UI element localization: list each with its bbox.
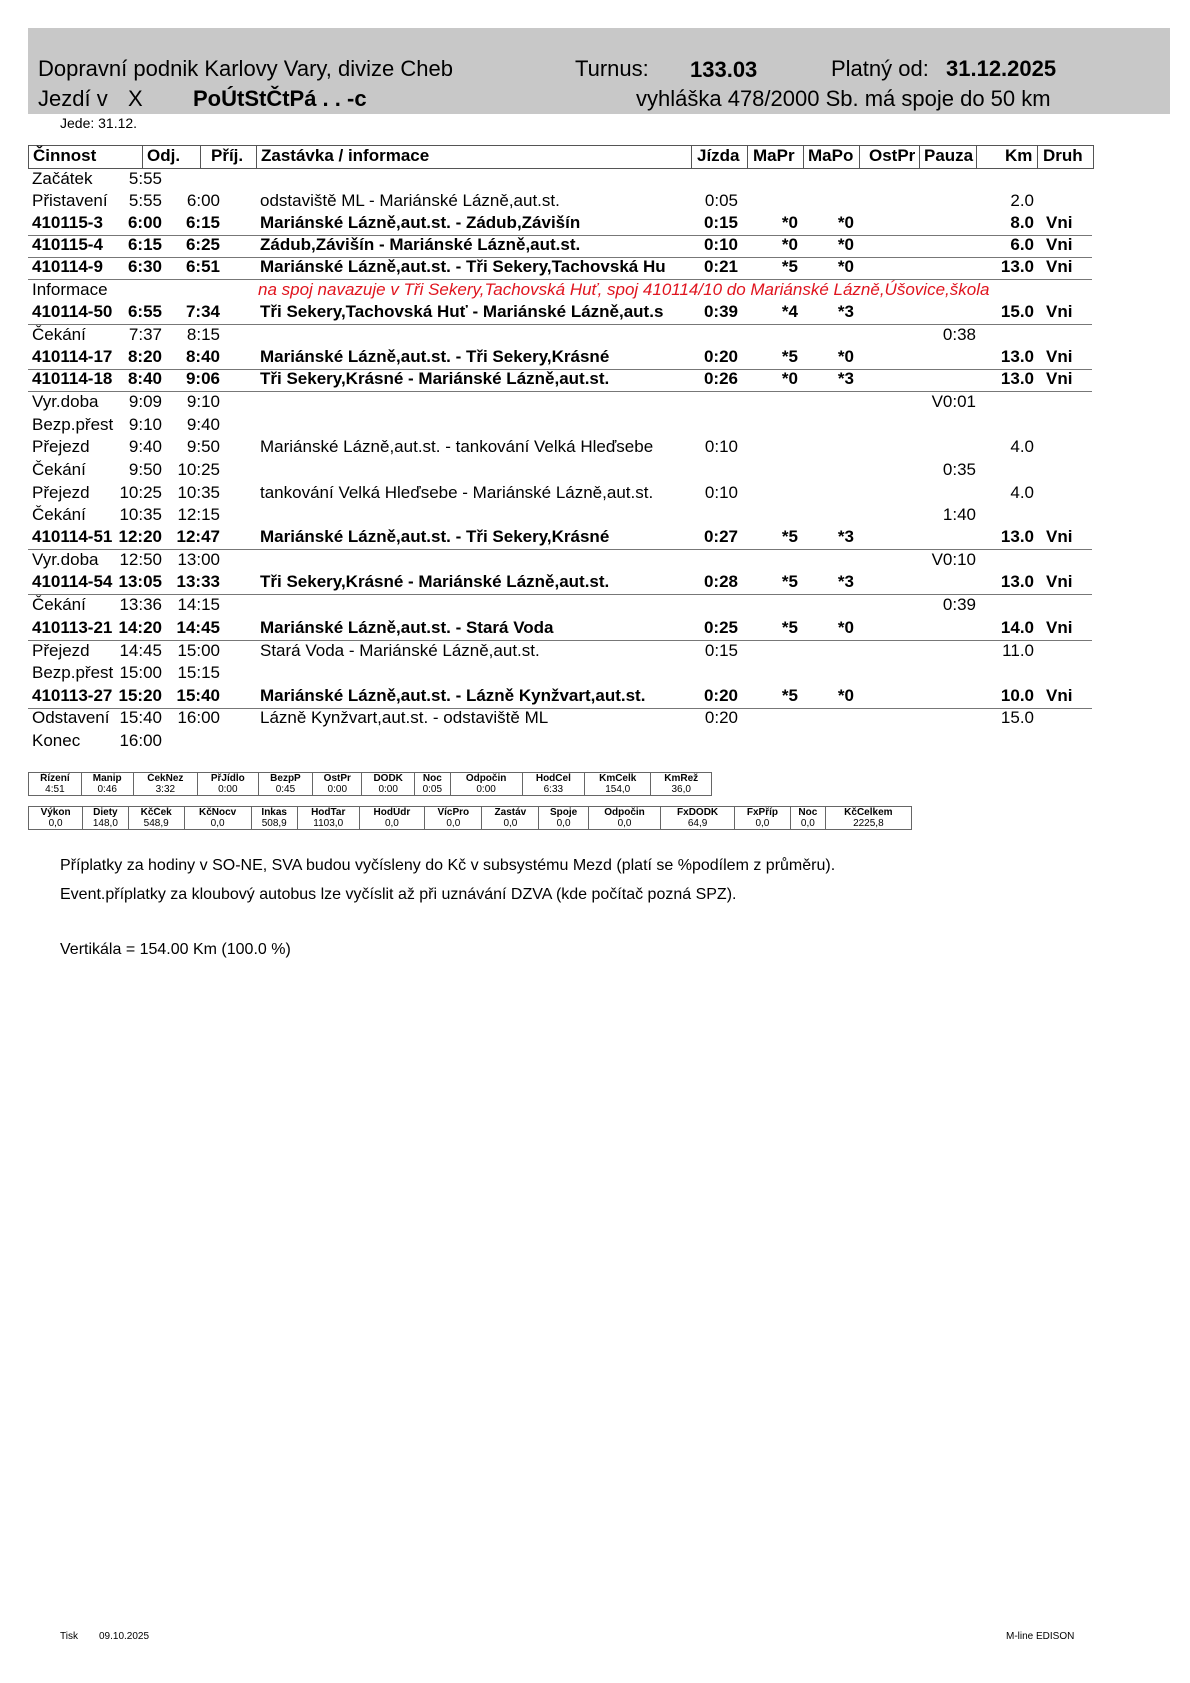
table-row [28, 235, 1092, 258]
cell-mapo: *0 [837, 686, 854, 705]
cell-druh: Vni [1046, 257, 1073, 276]
table-row [28, 392, 1092, 414]
cell-odj: 14:20 [118, 618, 162, 637]
cell-odj: 9:09 [128, 392, 162, 411]
cell-cinnost: 410114-17 [32, 347, 113, 366]
summary-label: KčNocv [184, 807, 251, 819]
cell-jizda: 0:15 [704, 641, 738, 660]
cell-km: 10.0 [1000, 686, 1034, 705]
header-divider [200, 146, 201, 168]
summary-label: VícPro [425, 807, 482, 819]
cell-zastavka: Mariánské Lázně,aut.st. - Tři Sekery,Krásné [260, 527, 610, 546]
cell-odj: 15:20 [118, 686, 162, 705]
table-row [28, 191, 1092, 213]
cell-jizda: 0:10 [704, 437, 738, 456]
cell-cinnost: Odstavení [32, 708, 110, 727]
cell-km: 13.0 [1000, 572, 1034, 591]
cell-pauza: V0:10 [931, 550, 976, 569]
cell-mapr: *5 [781, 686, 798, 705]
cell-odj: 9:40 [128, 437, 162, 456]
col-cinnost: Činnost [33, 146, 97, 165]
cell-cinnost: Konec [32, 731, 81, 750]
print-date: 09.10.2025 [99, 1631, 150, 1642]
summary-label: Odpočin [588, 807, 661, 819]
cell-cinnost: Přejezd [32, 641, 90, 660]
summary-label: BezpP [258, 773, 313, 785]
software-brand: M-line EDISON [1006, 1631, 1075, 1642]
cell-jizda: 0:05 [704, 191, 738, 210]
cell-km: 13.0 [1000, 527, 1034, 546]
table-row [28, 437, 1092, 459]
summary-label: HodTar [297, 807, 359, 819]
summary-label: Zastáv [482, 807, 539, 819]
cell-prij: 8:40 [185, 347, 220, 366]
summary-value: 548,9 [128, 818, 184, 830]
cell-odj: 6:00 [127, 213, 162, 232]
cell-km: 15.0 [1000, 708, 1034, 727]
cell-odj: 6:15 [127, 235, 162, 254]
cell-prij: 16:00 [177, 708, 220, 727]
summary-table-1 [28, 772, 712, 796]
summary-label: Řízení [29, 773, 82, 785]
cell-prij: 9:06 [185, 369, 220, 388]
cell-zastavka: Mariánské Lázně,aut.st. - Tři Sekery,Krásné [260, 347, 610, 366]
vertikala-summary: Vertikála = 154.00 Km (100.0 %) [60, 941, 291, 958]
header-divider [859, 146, 860, 168]
cell-km: 13.0 [1000, 257, 1034, 276]
col-pauza: Pauza [924, 146, 974, 165]
cell-zastavka: Lázně Kynžvart,aut.st. - odstaviště ML [260, 708, 549, 727]
table-row [28, 280, 1092, 302]
cell-prij: 13:00 [177, 550, 220, 569]
cell-km: 13.0 [1000, 369, 1034, 388]
cell-cinnost: Čekání [32, 460, 86, 479]
cell-cinnost: Informace [32, 280, 108, 299]
col-mapo: MaPo [808, 146, 854, 165]
cell-zastavka: Tři Sekery,Tachovská Huť - Mariánské Lázně,aut.s [260, 302, 664, 321]
cell-prij: 12:15 [177, 505, 220, 524]
summary-value: 0:05 [415, 784, 450, 796]
summary-value: 0:00 [362, 784, 415, 796]
cell-odj: 8:20 [127, 347, 162, 366]
table-row [28, 213, 1092, 236]
cell-odj: 6:30 [127, 257, 162, 276]
table-row [28, 302, 1092, 325]
cell-mapr: *5 [781, 347, 798, 366]
cell-pauza: 0:39 [942, 595, 976, 614]
header-divider [691, 146, 692, 168]
table-row [28, 460, 1092, 482]
cell-zastavka: Tři Sekery,Krásné - Mariánské Lázně,aut.st. [260, 369, 610, 388]
cell-km: 8.0 [1010, 213, 1034, 232]
summary-value: 0:00 [198, 784, 259, 796]
cell-odj: 12:20 [118, 527, 162, 546]
header-divider [803, 146, 804, 168]
cell-cinnost: 410114-18 [32, 369, 113, 388]
table-row [28, 505, 1092, 527]
summary-value: 0,0 [734, 818, 790, 830]
summary-label: PřJídlo [198, 773, 259, 785]
cell-km: 4.0 [1010, 483, 1034, 502]
cell-km: 2.0 [1010, 191, 1034, 210]
summary-value: 0:46 [81, 784, 133, 796]
jezdi-x: X [128, 86, 143, 111]
cell-zastavka: odstaviště ML - Mariánské Lázně,aut.st. [260, 191, 560, 210]
jede-date: Jede: 31.12. [60, 115, 138, 131]
table-row [28, 708, 1092, 730]
col-zastavka: Zastávka / informace [261, 146, 430, 165]
company-name: Dopravní podnik Karlovy Vary, divize Cheb [38, 56, 453, 81]
summary-label: FxPříp [734, 807, 790, 819]
cell-odj: 5:55 [128, 169, 162, 188]
cell-prij: 14:15 [177, 595, 220, 614]
header-divider [142, 146, 143, 168]
cell-km: 6.0 [1010, 235, 1034, 254]
cell-odj: 10:25 [119, 483, 162, 502]
note-articulated-bus: Event.příplatky za kloubový autobus lze vyčíslit až při uznávání DZVA (kde počítač pozná SPZ). [60, 886, 737, 903]
cell-cinnost: 410115-4 [32, 235, 103, 254]
cell-prij: 15:40 [176, 686, 220, 705]
cell-mapr: *0 [781, 213, 798, 232]
summary-value: 0,0 [588, 818, 661, 830]
summary-label: Výkon [29, 807, 83, 819]
cell-cinnost: Bezp.přest [32, 415, 114, 434]
cell-odj: 14:45 [119, 641, 162, 660]
cell-prij: 9:10 [186, 392, 220, 411]
cell-odj: 15:40 [119, 708, 162, 727]
platny-value: 31.12.2025 [946, 56, 1057, 81]
summary-table-2 [28, 806, 912, 830]
summary-label: KčCelkem [825, 807, 911, 819]
cell-cinnost: 410115-3 [32, 213, 103, 232]
cell-odj: 15:00 [119, 663, 162, 682]
summary-label: FxDODK [661, 807, 735, 819]
cell-odj: 9:10 [128, 415, 162, 434]
table-row [28, 731, 1092, 753]
summary-label: Inkas [251, 807, 297, 819]
summary-value: 0,0 [359, 818, 425, 830]
platny-label: Platný od: [831, 56, 929, 81]
table-header [28, 145, 1094, 169]
table-row [28, 550, 1092, 572]
cell-jizda: 0:39 [703, 302, 738, 321]
cell-druh: Vni [1046, 686, 1073, 705]
cell-druh: Vni [1046, 235, 1073, 254]
cell-odj: 5:55 [128, 191, 162, 210]
cell-info: na spoj navazuje v Tři Sekery,Tachovská Huť, spoj 410114/10 do Mariánské Lázně,Úšovice,škola [258, 280, 990, 299]
table-row [28, 369, 1092, 392]
cell-cinnost: Přejezd [32, 437, 90, 456]
cell-cinnost: Vyr.doba [32, 392, 99, 411]
col-ostpr: OstPr [869, 146, 916, 165]
cell-km: 4.0 [1010, 437, 1034, 456]
turnus-label: Turnus: [575, 56, 649, 81]
cell-prij: 12:47 [176, 527, 220, 546]
cell-pauza: 0:38 [942, 325, 976, 344]
cell-zastavka: Mariánské Lázně,aut.st. - Zádub,Závišín [260, 213, 581, 232]
cell-jizda: 0:20 [703, 347, 738, 366]
cell-jizda: 0:20 [703, 686, 738, 705]
summary-label: HodÚdr [359, 807, 425, 819]
cell-jizda: 0:27 [703, 527, 738, 546]
summary-value: 64,9 [661, 818, 735, 830]
header-divider [976, 146, 977, 168]
cell-odj: 8:40 [127, 369, 162, 388]
col-odj: Odj. [147, 146, 181, 165]
cell-cinnost: 410114-50 [32, 302, 113, 321]
summary-value: 1103,0 [297, 818, 359, 830]
cell-zastavka: Mariánské Lázně,aut.st. - Stará Voda [260, 618, 554, 637]
cell-mapo: *0 [837, 235, 854, 254]
summary-label: Noc [790, 807, 825, 819]
col-druh: Druh [1043, 146, 1083, 165]
cell-cinnost: Čekání [32, 505, 86, 524]
cell-pauza: 1:40 [942, 505, 976, 524]
cell-druh: Vni [1046, 618, 1073, 637]
col-km: Km [1005, 146, 1033, 165]
cell-zastavka: Mariánské Lázně,aut.st. - Tři Sekery,Tachovská Hu [260, 257, 666, 276]
cell-jizda: 0:28 [703, 572, 738, 591]
header-divider [747, 146, 748, 168]
cell-pauza: 0:35 [942, 460, 976, 479]
cell-cinnost: Začátek [32, 169, 93, 188]
summary-value: 36,0 [651, 784, 712, 796]
cell-cinnost: Přistavení [32, 191, 108, 210]
cell-cinnost: 410114-9 [32, 257, 103, 276]
cell-zastavka: Mariánské Lázně,aut.st. - Lázně Kynžvart,aut.st. [260, 686, 646, 705]
cell-druh: Vni [1046, 347, 1073, 366]
table-row [28, 663, 1092, 685]
cell-km: 13.0 [1000, 347, 1034, 366]
cell-odj: 9:50 [128, 460, 162, 479]
header-divider [256, 146, 257, 168]
table-row [28, 686, 1092, 709]
col-prij: Příj. [211, 146, 244, 165]
cell-mapr: *5 [781, 572, 798, 591]
table-row [28, 572, 1092, 595]
summary-label: KčČek [128, 807, 184, 819]
summary-label: KmRež [651, 773, 712, 785]
cell-prij: 13:33 [176, 572, 220, 591]
cell-jizda: 0:10 [703, 235, 738, 254]
cell-mapr: *4 [781, 302, 798, 321]
cell-mapo: *0 [837, 618, 854, 637]
cell-cinnost: Čekání [32, 325, 86, 344]
header-divider [919, 146, 920, 168]
summary-value: 3:32 [133, 784, 197, 796]
cell-druh: Vni [1046, 527, 1073, 546]
table-row [28, 527, 1092, 550]
summary-value: 0,0 [482, 818, 539, 830]
col-mapr: MaPr [753, 146, 795, 165]
cell-odj: 16:00 [119, 731, 162, 750]
vyhlaska-note: vyhláška 478/2000 Sb. má spoje do 50 km [636, 86, 1051, 111]
cell-zastavka: tankování Velká Hleďsebe - Mariánské Lázně,aut.st. [260, 483, 654, 502]
cell-mapo: *3 [837, 302, 854, 321]
summary-value: 2225,8 [825, 818, 911, 830]
summary-label: ČekNez [133, 773, 197, 785]
cell-jizda: 0:25 [703, 618, 738, 637]
cell-mapo: *3 [837, 527, 854, 546]
table-row [28, 415, 1092, 437]
summary-value: 4:51 [29, 784, 82, 796]
cell-jizda: 0:20 [704, 708, 738, 727]
summary-value: 0,0 [539, 818, 588, 830]
cell-prij: 7:34 [185, 302, 220, 321]
cell-zastavka: Mariánské Lázně,aut.st. - tankování Velká Hleďsebe [260, 437, 654, 456]
table-row [28, 595, 1092, 617]
table-row [28, 347, 1092, 370]
cell-mapr: *5 [781, 257, 798, 276]
table-row [28, 618, 1092, 641]
note-surcharges: Příplatky za hodiny v SO-NE, SVA budou vyčísleny do Kč v subsystému Mezd (platí se %podílem z průměru). [60, 857, 836, 874]
cell-cinnost: 410114-54 [32, 572, 113, 591]
col-jizda: Jízda [697, 146, 740, 165]
summary-value: 0,0 [29, 818, 83, 830]
summary-label: DODK [362, 773, 415, 785]
summary-label: Odpočin [450, 773, 522, 785]
cell-prij: 9:50 [186, 437, 220, 456]
table-row [28, 325, 1092, 347]
cell-druh: Vni [1046, 213, 1073, 232]
cell-cinnost: Vyr.doba [32, 550, 99, 569]
cell-cinnost: 410113-21 [32, 618, 113, 637]
jezdi-label: Jezdí v [38, 86, 108, 111]
print-label: Tisk [60, 1631, 78, 1642]
summary-label: Noc [415, 773, 450, 785]
table-row [28, 483, 1092, 505]
cell-mapr: *0 [781, 235, 798, 254]
cell-jizda: 0:21 [703, 257, 738, 276]
cell-pauza: V0:01 [931, 392, 976, 411]
cell-cinnost: 410114-51 [32, 527, 113, 546]
summary-value: 0:45 [258, 784, 313, 796]
table-row [28, 169, 1092, 191]
cell-prij: 6:15 [185, 213, 220, 232]
cell-jizda: 0:10 [704, 483, 738, 502]
cell-prij: 9:40 [186, 415, 220, 434]
summary-value: 0,0 [790, 818, 825, 830]
cell-prij: 6:00 [186, 191, 220, 210]
summary-value: 0,0 [425, 818, 482, 830]
cell-prij: 6:51 [185, 257, 220, 276]
cell-mapo: *3 [837, 572, 854, 591]
cell-cinnost: Čekání [32, 595, 86, 614]
cell-druh: Vni [1046, 302, 1073, 321]
summary-value: 154,0 [585, 784, 651, 796]
cell-odj: 13:05 [118, 572, 162, 591]
cell-odj: 13:36 [119, 595, 162, 614]
cell-mapr: *5 [781, 618, 798, 637]
cell-zastavka: Tři Sekery,Krásné - Mariánské Lázně,aut.st. [260, 572, 610, 591]
cell-druh: Vni [1046, 369, 1073, 388]
cell-prij: 14:45 [176, 618, 220, 637]
summary-label: Diety [83, 807, 128, 819]
cell-mapr: *5 [781, 527, 798, 546]
cell-cinnost: Přejezd [32, 483, 90, 502]
cell-druh: Vni [1046, 572, 1073, 591]
cell-zastavka: Stará Voda - Mariánské Lázně,aut.st. [260, 641, 540, 660]
cell-jizda: 0:15 [703, 213, 738, 232]
summary-value: 0,0 [184, 818, 251, 830]
cell-cinnost: 410113-27 [32, 686, 113, 705]
cell-mapo: *0 [837, 213, 854, 232]
cell-cinnost: Bezp.přest [32, 663, 114, 682]
cell-prij: 6:25 [185, 235, 220, 254]
summary-label: KmCelk [585, 773, 651, 785]
summary-value: 6:33 [522, 784, 584, 796]
cell-km: 14.0 [1000, 618, 1034, 637]
summary-label: Manip [81, 773, 133, 785]
cell-mapo: *0 [837, 347, 854, 366]
cell-odj: 12:50 [119, 550, 162, 569]
table-row [28, 641, 1092, 663]
cell-prij: 10:25 [177, 460, 220, 479]
cell-mapo: *0 [837, 257, 854, 276]
header-divider [1037, 146, 1038, 168]
summary-label: Spoje [539, 807, 588, 819]
cell-km: 11.0 [1002, 641, 1034, 660]
cell-prij: 8:15 [186, 325, 220, 344]
cell-mapo: *3 [837, 369, 854, 388]
cell-odj: 6:55 [127, 302, 162, 321]
cell-prij: 10:35 [177, 483, 220, 502]
cell-km: 15.0 [1000, 302, 1034, 321]
cell-prij: 15:00 [177, 641, 220, 660]
summary-value: 0:00 [450, 784, 522, 796]
cell-odj: 7:37 [128, 325, 162, 344]
cell-jizda: 0:26 [703, 369, 738, 388]
cell-prij: 15:15 [177, 663, 220, 682]
summary-label: OstPr [313, 773, 362, 785]
days-code: PoÚtStČtPá . . -c [193, 86, 367, 111]
summary-value: 148,0 [83, 818, 128, 830]
summary-value: 0:00 [313, 784, 362, 796]
table-row [28, 257, 1092, 280]
cell-zastavka: Zádub,Závišín - Mariánské Lázně,aut.st. [260, 235, 581, 254]
cell-odj: 10:35 [119, 505, 162, 524]
summary-label: HodCel [522, 773, 584, 785]
cell-mapr: *0 [781, 369, 798, 388]
turnus-value: 133.03 [690, 57, 758, 82]
summary-value: 508,9 [251, 818, 297, 830]
